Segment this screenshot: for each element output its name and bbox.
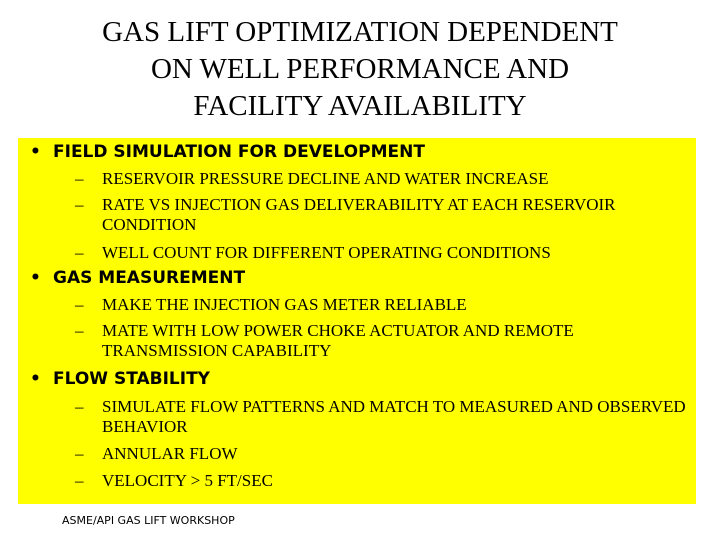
dash-icon: – [75,397,84,416]
list-item-text: MAKE THE INJECTION GAS METER RELIABLE [102,295,467,314]
list-item [75,471,675,491]
dash-icon: – [75,195,84,214]
list-item [75,295,675,315]
list-item-text: VELOCITY > 5 FT/SEC [102,471,273,490]
section-heading-flow-stability [30,368,210,390]
list-item [75,444,675,464]
list-item-text: RESERVOIR PRESSURE DECLINE AND WATER INCREASE [102,169,549,188]
list-item-text: SIMULATE FLOW PATTERNS AND MATCH TO MEASURED AND OBSERVED BEHAVIOR [102,397,686,436]
dash-icon: – [75,444,84,463]
title-line-2: ON WELL PERFORMANCE AND [150,53,570,85]
bullet-icon: • [30,142,41,162]
list-item [75,169,675,189]
dash-icon: – [75,169,84,188]
bullet-icon: • [30,268,41,288]
list-item-text: MATE WITH LOW POWER CHOKE ACTUATOR AND REMOTE TRANSMISSION CAPABILITY [102,321,574,360]
list-item [75,397,690,437]
list-item-text: WELL COUNT FOR DIFFERENT OPERATING CONDITIONS [102,243,551,262]
section-heading-gas-measurement [30,267,245,289]
section-heading-field-simulation [30,141,425,163]
list-item [75,321,675,361]
list-item [75,195,635,235]
dash-icon: – [75,295,84,314]
dash-icon: – [75,321,84,340]
list-item-text: ANNULAR FLOW [102,444,238,463]
section-heading-text: FIELD SIMULATION FOR DEVELOPMENT [53,142,425,162]
dash-icon: – [75,471,84,490]
bullet-icon: • [30,369,41,389]
footer-text: ASME/API GAS LIFT WORKSHOP [62,514,235,527]
slide-title [0,14,720,125]
title-line-3: FACILITY AVAILABILITY [193,90,527,122]
list-item [75,243,675,263]
dash-icon: – [75,243,84,262]
section-heading-text: GAS MEASUREMENT [53,268,246,288]
list-item-text: RATE VS INJECTION GAS DELIVERABILITY AT EACH RESERVOIR CONDITION [102,195,616,234]
section-heading-text: FLOW STABILITY [53,369,210,389]
title-line-1: GAS LIFT OPTIMIZATION DEPENDENT [102,16,618,48]
content-panel [18,138,696,504]
